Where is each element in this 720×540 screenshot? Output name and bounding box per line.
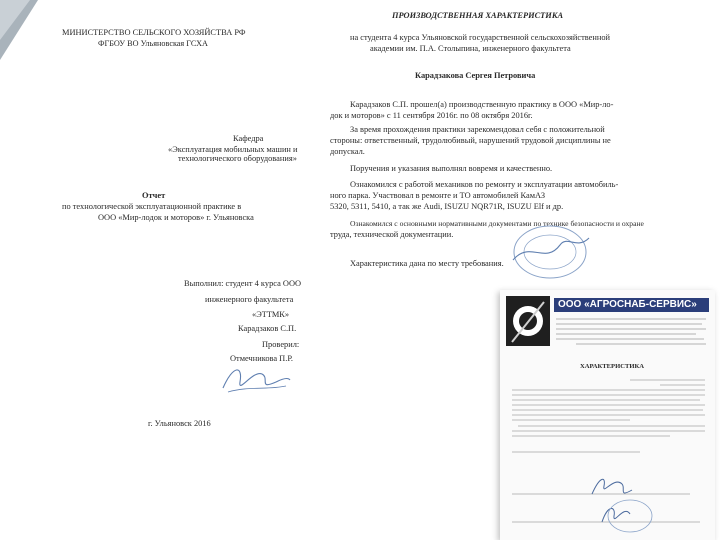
company-characteristic-letter xyxy=(500,290,715,540)
student-name: Карадзаков С.П. xyxy=(238,324,297,333)
paragraph-4-line-2: ного парка. Участвовал в ремонте и ТО автомобилей КамАЗ xyxy=(330,191,546,200)
performed-by-line-2: инженерного факультета xyxy=(205,295,294,304)
paragraph-2-line-2: стороны: ответственный, трудолюбивый, нарушений трудовой дисциплины не xyxy=(330,136,611,145)
department-label: Кафедра xyxy=(233,134,264,143)
university-name: ФГБОУ ВО Ульяновская ГСХА xyxy=(98,39,208,48)
paragraph-3: Поручения и указания выполнял вовремя и качественно. xyxy=(350,164,553,173)
department-name-line-2: технологического оборудования» xyxy=(178,154,297,163)
characteristic-student: Карадзакова Сергея Петровича xyxy=(415,71,536,80)
paragraph-4-line-3: 5320, 5311, 5410, а так же Audi, ISUZU NQR71R, ISUZU Elf и др. xyxy=(330,202,564,211)
paragraph-2-line-3: допускал. xyxy=(330,147,365,156)
company-requisites xyxy=(556,316,708,348)
characteristic-line-1: на студента 4 курса Ульяновской государственной сельскохозяйственной xyxy=(350,33,611,42)
checked-by-label: Проверил: xyxy=(262,340,300,349)
report-title-page xyxy=(40,0,325,440)
round-stamp xyxy=(505,220,595,280)
report-subject-line-2: ООО «Мир-лодок и моторов» г. Ульяновска xyxy=(98,213,254,222)
paragraph-1-line-1: Карадзаков С.П. прошел(а) производственную практику в ООО «Мир-ло- xyxy=(350,100,614,109)
paragraph-5-line-1: Ознакомился с основными нормативными документами по технике безопасности и охране xyxy=(350,219,644,228)
report-heading: Отчет xyxy=(142,191,166,200)
paragraph-4-line-1: Ознакомился с работой механиков по ремонту и эксплуатации автомобиль- xyxy=(350,180,619,189)
characteristic-line-2: академии им. П.А. Столыпина, инженерного факультета xyxy=(370,44,571,53)
supervisor-name: Отмечникова П.Р. xyxy=(230,354,294,363)
corner-accent-decoration xyxy=(0,0,40,540)
company-letter-body xyxy=(510,376,710,536)
performed-by-line-3: «ЭТТМК» xyxy=(252,310,290,319)
paragraph-1-line-2: док и моторов» с 11 сентября 2016г. по 08 октября 2016г. xyxy=(330,111,533,120)
paragraph-2-line-1: За время прохождения практики зарекомендовал себя с положительной xyxy=(350,125,605,134)
performed-by-line-1: Выполнил: студент 4 курса ООО xyxy=(184,279,302,288)
supervisor-signature xyxy=(218,360,293,400)
characteristic-footer: Характеристика дана по месту требования. xyxy=(350,259,504,268)
characteristic-title: ПРОИЗВОДСТВЕННАЯ ХАРАКТЕРИСТИКА xyxy=(392,11,564,20)
city-year: г. Ульяновск 2016 xyxy=(148,419,211,428)
production-characteristic xyxy=(330,0,644,275)
company-name: ООО «АГРОСНАБ-СЕРВИС» xyxy=(558,299,697,310)
company-logo xyxy=(506,296,550,346)
company-letter-title: ХАРАКТЕРИСТИКА xyxy=(580,363,645,370)
paragraph-5-line-2: труда, технической документации. xyxy=(330,230,454,239)
report-subject-line-1: по технологической эксплуатационной практике в xyxy=(62,202,242,211)
ministry-name: МИНИСТЕРСТВО СЕЛЬСКОГО ХОЗЯЙСТВА РФ xyxy=(62,28,246,37)
department-name-line-1: «Эксплуатация мобильных машин и xyxy=(168,145,298,154)
